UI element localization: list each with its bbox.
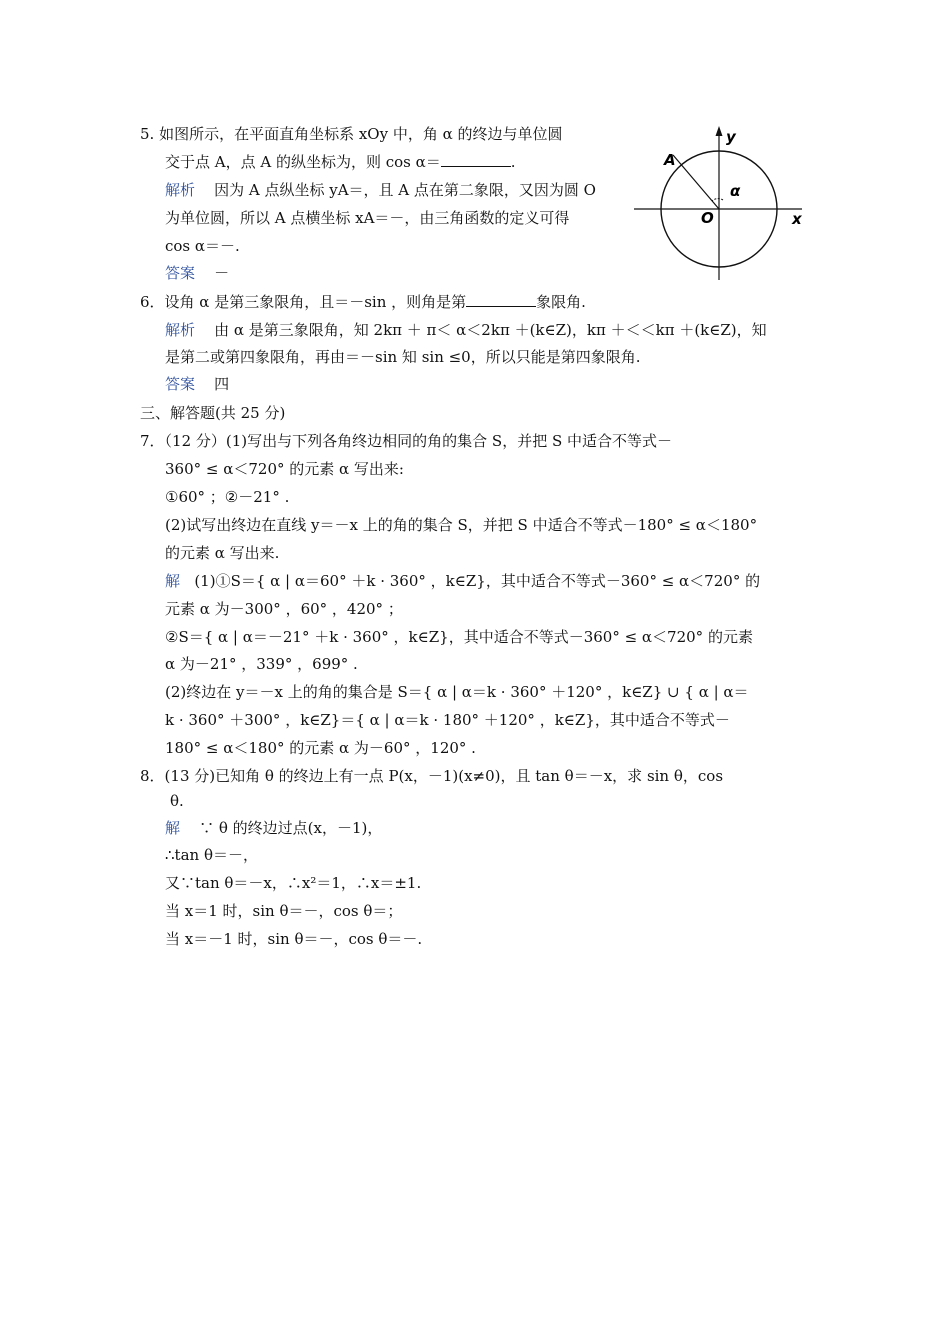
q7-line-3: ①60° ；②－21° . — [165, 488, 290, 506]
answer-blank — [466, 292, 536, 307]
q5-line-1: 5. 如图所示，在平面直角坐标系 xOy 中，角 α 的终边与单位圆 — [140, 125, 563, 143]
q7-line-2: 360° ≤ α＜720° 的元素 α 写出来: — [165, 460, 404, 478]
angle-arc — [712, 199, 723, 201]
y-axis-arrow — [716, 126, 723, 136]
q7-line-4: (2)试写出终边在直线 y＝－x 上的角的集合 S，并把 S 中适合不等式－180° ≤ α＜180° — [165, 516, 758, 534]
point-a-label: A — [664, 151, 676, 169]
q8-solution-2: ∴tan θ＝－， — [165, 846, 258, 864]
q5-answer — [165, 263, 229, 283]
q8-solution-text-1: ∵ θ 的终边过点(x，－1)， — [199, 819, 383, 837]
q5-answer-value: － — [214, 264, 230, 282]
q5-analysis-2: 为单位圆，所以 A 点横坐标 xA＝－，由三角函数的定义可得 — [165, 209, 570, 227]
section-heading: 三、解答题(共 25 分) — [140, 404, 286, 422]
alpha-label: α — [730, 182, 741, 200]
q5-analysis-3: cos α＝－. — [165, 237, 240, 255]
solution-label: 解 — [165, 572, 181, 590]
q6-analysis-1 — [165, 320, 767, 340]
q7-line-1: 7．（12 分）(1)写出与下列各角终边相同的角的集合 S，并把 S 中适合不等式－ — [140, 432, 673, 450]
q6-line-1 — [140, 292, 586, 312]
q5-line-2-end: . — [510, 153, 516, 171]
q8-solution-1 — [165, 818, 382, 838]
q7-solution-5: (2)终边在 y＝－x 上的角的集合是 S＝{ α | α＝k · 360° ＋120° ，k∈Z} ∪ { α | α＝ — [165, 683, 749, 701]
q7-solution-3: ②S＝{ α | α＝－21° ＋k · 360° ，k∈Z}，其中适合不等式－360° ≤ α＜720° 的元素 — [165, 628, 753, 646]
q7-solution-7: 180° ≤ α＜180° 的元素 α 为－60° ，120° . — [165, 739, 476, 757]
solution-label: 解 — [165, 819, 181, 837]
q7-solution-2: 元素 α 为－300° ，60° ，420° ； — [165, 600, 403, 618]
answer-blank — [441, 152, 511, 167]
q7-line-5: 的元素 α 写出来. — [165, 544, 280, 562]
q8-solution-3: 又∵tan θ＝－x，∴x²＝1，∴x＝±1. — [165, 874, 422, 892]
q7-solution-1 — [165, 571, 760, 591]
q6-answer-value: 四 — [214, 375, 230, 393]
q6-line-1-text: 6．设角 α 是第三象限角，且＝－sin ，则角是第 — [140, 293, 467, 311]
q7-solution-6: k · 360° ＋300° ，k∈Z}＝{ α | α＝k · 180° ＋120° ，k∈Z}，其中适合不等式－ — [165, 711, 730, 729]
q6-line-1-end: 象限角. — [536, 293, 586, 311]
x-axis-label: x — [792, 210, 802, 228]
analysis-label: 解析 — [165, 321, 196, 339]
q6-answer — [165, 374, 229, 394]
q8-line-1: 8．(13 分)已知角 θ 的终边上有一点 P(x，－1)(x≠0)，且 tan θ＝－x，求 sin θ，cos — [140, 767, 724, 785]
q8-line-2: θ. — [170, 792, 184, 810]
q6-analysis-2: 是第二或第四象限角，再由＝－sin 知 sin ≤0，所以只能是第四象限角. — [165, 348, 641, 366]
q8-solution-5: 当 x＝－1 时，sin θ＝－，cos θ＝－. — [165, 930, 423, 948]
analysis-label: 解析 — [165, 181, 196, 199]
q5-analysis-text-1: 因为 A 点纵坐标 yA＝，且 A 点在第二象限，又因为圆 O — [214, 181, 596, 199]
unit-circle-figure — [630, 120, 820, 285]
q7-solution-4: α 为－21° ，339° ，699° . — [165, 655, 358, 673]
q5-analysis-1 — [165, 180, 596, 200]
unit-circle-diagram — [630, 120, 820, 285]
answer-label: 答案 — [165, 375, 196, 393]
q5-line-2-text: 交于点 A，点 A 的纵坐标为，则 cos α＝ — [165, 153, 441, 171]
origin-label: O — [701, 209, 714, 227]
q8-solution-4: 当 x＝1 时，sin θ＝－，cos θ＝； — [165, 902, 403, 920]
q7-solution-text-1: (1)①S＝{ α | α＝60° ＋k · 360° ，k∈Z}，其中适合不等式－360° ≤ α＜720° 的 — [194, 572, 761, 590]
y-axis-label: y — [726, 128, 736, 146]
q5-line-2 — [165, 152, 516, 172]
answer-label: 答案 — [165, 264, 196, 282]
q6-analysis-text-1: 由 α 是第三象限角，知 2kπ ＋ π＜ α＜2kπ ＋(k∈Z)，kπ ＋＜＜kπ ＋(k∈Z)，知 — [214, 321, 767, 339]
